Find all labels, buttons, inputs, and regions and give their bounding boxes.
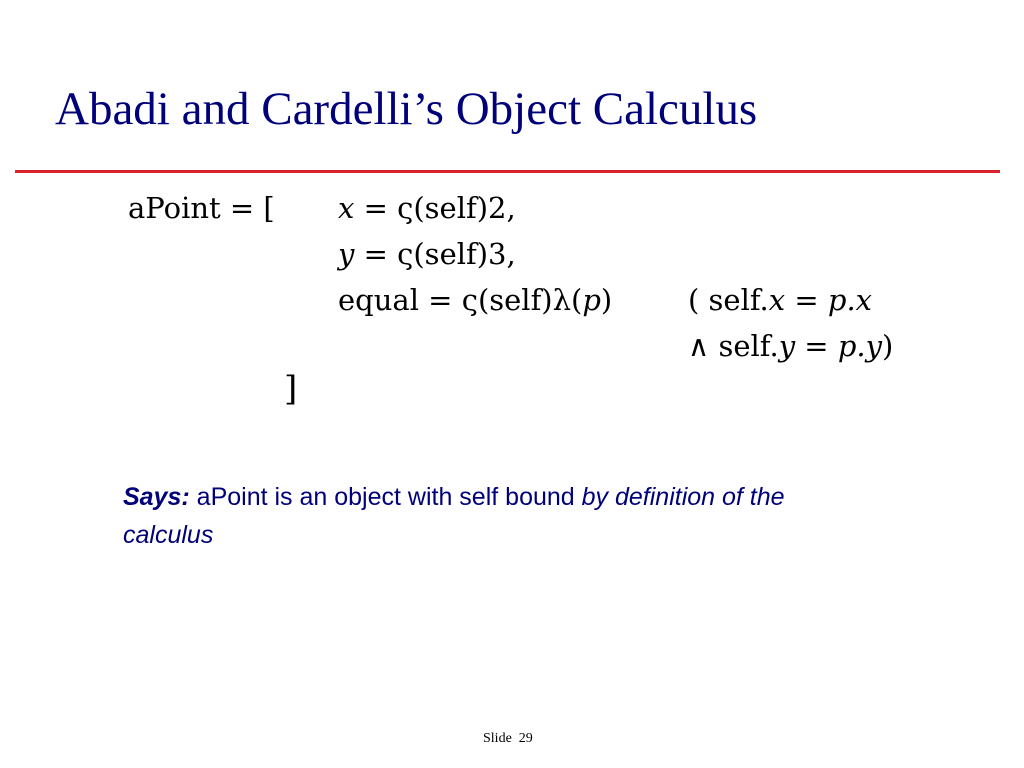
slide-label: Slide (483, 731, 512, 746)
slide-number (483, 731, 533, 747)
says-text: aPoint is an object with self bound (189, 483, 582, 511)
slide-title: Abadi and Cardelli’s Object Calculus (55, 83, 758, 135)
slide-number-value: 29 (518, 731, 533, 746)
formula-line-x: x = ς(self)2, (338, 191, 516, 225)
formula-line-equal-body: ( self.x = p.x (688, 283, 873, 317)
formula-line-equal: equal = ς(self)λ(p) (338, 283, 613, 317)
says-emphasis: by definition of the calculus (123, 483, 785, 549)
formula-close-bracket: ] (284, 369, 298, 409)
says-label: Says: (123, 483, 190, 511)
formula-line-y: y = ς(self)3, (338, 237, 516, 271)
formula-lhs: aPoint = [ (128, 191, 275, 225)
formula-line-and: ∧ self.y = p.y) (688, 329, 894, 363)
says-paragraph (123, 478, 823, 554)
